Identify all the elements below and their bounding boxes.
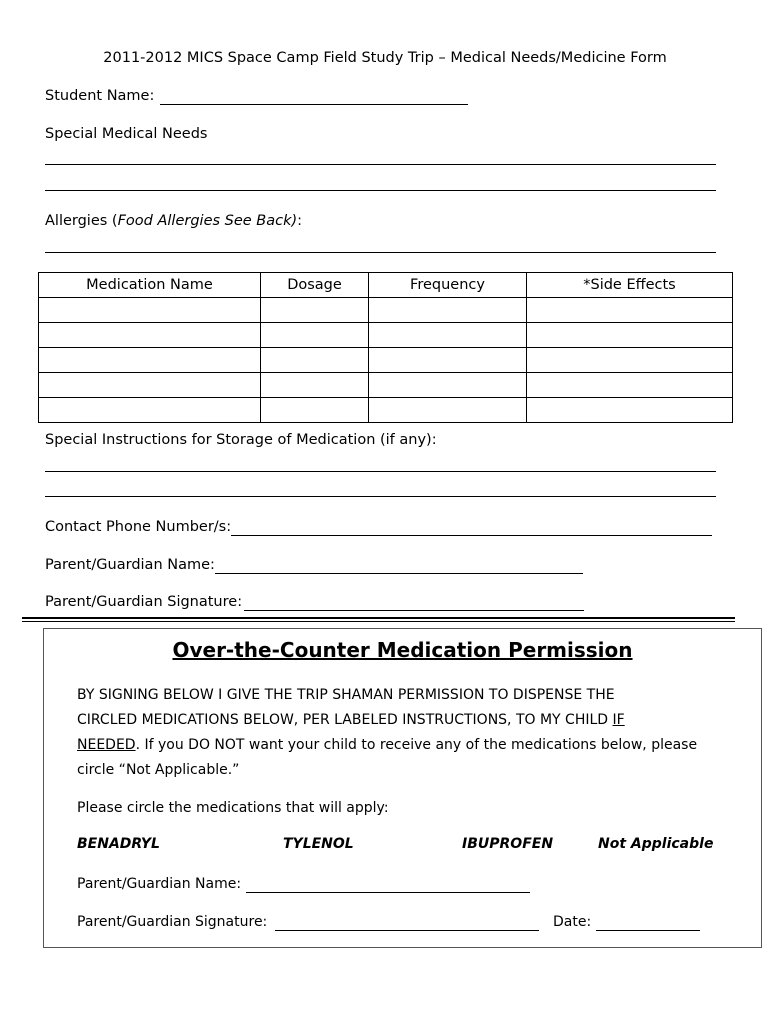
table-cell[interactable] [261, 348, 369, 373]
table-cell[interactable] [527, 323, 733, 348]
option-tylenol[interactable]: TYLENOL [283, 836, 354, 852]
table-cell[interactable] [261, 398, 369, 423]
table-row [39, 298, 733, 323]
otc-date-label: Date: [553, 914, 592, 930]
special-needs-line-2[interactable] [45, 190, 716, 191]
header-dosage: Dosage [261, 273, 369, 298]
parent-signature-field[interactable] [244, 610, 584, 611]
table-cell[interactable] [527, 348, 733, 373]
table-cell[interactable] [39, 373, 261, 398]
medication-table-header [39, 273, 733, 298]
otc-parent-name-label: Parent/Guardian Name: [77, 876, 242, 892]
table-cell[interactable] [369, 398, 527, 423]
header-medication-name: Medication Name [39, 273, 261, 298]
table-row [39, 373, 733, 398]
table-cell[interactable] [527, 298, 733, 323]
parent-name-label: Parent/Guardian Name: [45, 557, 215, 573]
medication-table [38, 272, 733, 423]
table-cell[interactable] [39, 298, 261, 323]
table-cell[interactable] [527, 373, 733, 398]
table-row [39, 398, 733, 423]
special-needs-line-1[interactable] [45, 164, 716, 165]
allergies-line[interactable] [45, 252, 716, 253]
table-cell[interactable] [369, 298, 527, 323]
otc-title: Over-the-Counter Medication Permission [172, 638, 633, 662]
table-cell[interactable] [369, 348, 527, 373]
option-ibuprofen[interactable]: IBUPROFEN [462, 836, 554, 852]
option-not-applicable[interactable]: Not Applicable [598, 836, 714, 852]
table-cell[interactable] [261, 323, 369, 348]
otc-text-line-4: circle “Not Applicable.” [77, 762, 240, 778]
table-cell[interactable] [527, 398, 733, 423]
otc-text-line-1: BY SIGNING BELOW I GIVE THE TRIP SHAMAN PERMISSION TO DISPENSE THE [77, 687, 615, 703]
table-cell[interactable] [39, 398, 261, 423]
table-cell[interactable] [261, 373, 369, 398]
contact-label: Contact Phone Number/s: [45, 519, 232, 535]
allergies-note: Food Allergies See Back) [117, 213, 298, 229]
table-cell[interactable] [369, 323, 527, 348]
form-title: 2011-2012 MICS Space Camp Field Study Trip – Medical Needs/Medicine Form [103, 50, 667, 66]
emphasis-if: IF [612, 712, 625, 728]
otc-text-line-2: CIRCLED MEDICATIONS BELOW, PER LABELED INSTRUCTIONS, TO MY CHILD IF [77, 712, 625, 728]
allergies-label: Allergies (Food Allergies See Back): [45, 213, 303, 229]
emphasis-needed: NEEDED [77, 737, 136, 753]
otc-parent-signature-field[interactable] [275, 930, 539, 931]
table-cell[interactable] [369, 373, 527, 398]
storage-label: Special Instructions for Storage of Medication (if any): [45, 432, 437, 448]
table-cell[interactable] [39, 348, 261, 373]
table-row [39, 348, 733, 373]
table-row [39, 323, 733, 348]
table-cell[interactable] [39, 323, 261, 348]
storage-line-2[interactable] [45, 496, 716, 497]
parent-name-field[interactable] [215, 573, 583, 574]
student-name-label: Student Name: [45, 88, 155, 104]
circle-prompt: Please circle the medications that will apply: [77, 800, 389, 816]
otc-permission-box [43, 628, 762, 948]
header-side-effects: *Side Effects [527, 273, 733, 298]
table-cell[interactable] [261, 298, 369, 323]
otc-parent-signature-label: Parent/Guardian Signature: [77, 914, 268, 930]
student-name-field[interactable] [160, 104, 468, 105]
header-frequency: Frequency [369, 273, 527, 298]
special-needs-label: Special Medical Needs [45, 126, 208, 142]
option-benadryl[interactable]: BENADRYL [77, 836, 160, 852]
section-divider-thin [22, 621, 735, 622]
storage-line-1[interactable] [45, 471, 716, 472]
otc-text-line-3: NEEDED. If you DO NOT want your child to receive any of the medications below, please [77, 737, 698, 753]
otc-parent-name-field[interactable] [246, 892, 530, 893]
section-divider [22, 617, 735, 619]
contact-phone-field[interactable] [231, 535, 712, 536]
otc-date-field[interactable] [596, 930, 700, 931]
parent-signature-label: Parent/Guardian Signature: [45, 594, 243, 610]
